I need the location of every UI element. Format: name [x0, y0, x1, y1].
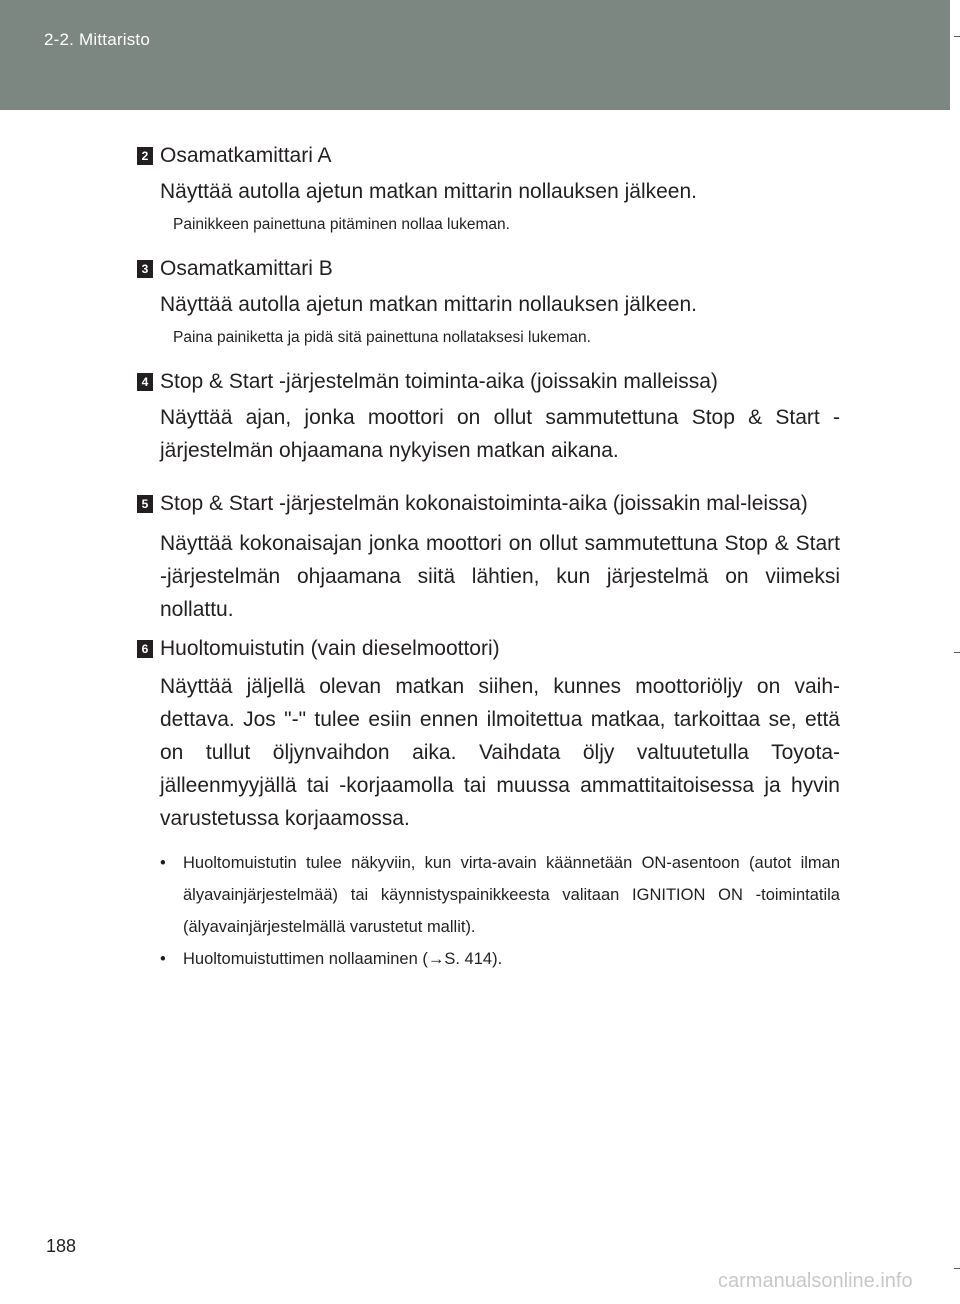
item-heading — [141, 365, 840, 399]
item-heading — [141, 139, 840, 173]
page-number: 188 — [46, 1236, 77, 1256]
list-item — [160, 847, 840, 943]
list-item — [160, 943, 840, 975]
number-badge: 5 — [137, 495, 153, 513]
item-description: Näyttää kokonaisajan jonka moottori on ollut sammutettuna Stop & Start -järjestelmän ohjaamana siitä lähtien, kun järjestelmä on viimeksi nollattu. — [160, 532, 840, 621]
bullet-icon: • — [160, 854, 166, 872]
item-title: Osamatkamittari A — [160, 144, 332, 167]
item-note: Paina painiketta ja pidä sitä painettuna nollataksesi lukeman. — [173, 329, 591, 346]
item-title: Huoltomuistutin (vain dieselmoottori) — [160, 637, 500, 660]
item-description: Näyttää ajan, jonka moottori on ollut sammutettuna Stop & Start -järjestelmän ohjaamana nykyisen matkan aikana. — [160, 406, 840, 462]
section-label: 2-2. Mittaristo — [44, 30, 150, 49]
item-description: Näyttää jäljellä olevan matkan siihen, kunnes moottoriöljy on vaih-dettava. Jos "-" tulee esiin ennen ilmoitettua matkaa, tarkoittaa se, että on tullut öljynvaihdon aika. Vaihdata öljy valtuutetulla Toyota-jälleenmyyjällä tai -korjaamolla tai muussa ammattitaitoisessa ja hyvin varustetussa korjaamossa. — [160, 675, 840, 830]
watermark: carmanualsonline.info — [718, 1270, 913, 1292]
number-badge: 3 — [137, 260, 153, 278]
item-heading — [141, 487, 840, 521]
list-item-text: Huoltomuistuttimen nollaaminen (→S. 414). — [183, 950, 503, 968]
content-area — [137, 139, 840, 975]
item-heading — [141, 632, 840, 666]
number-badge: 2 — [137, 147, 153, 165]
crop-mark — [954, 652, 960, 653]
item-stop-start-time — [137, 365, 840, 467]
number-badge: 6 — [137, 640, 153, 658]
crop-mark — [954, 36, 960, 37]
item-trip-meter-a — [137, 139, 840, 238]
item-note: Painikkeen painettuna pitäminen nollaa lukeman. — [173, 216, 510, 233]
item-heading — [141, 252, 840, 286]
item-trip-meter-b — [137, 252, 840, 351]
bullet-icon: • — [160, 950, 166, 968]
number-badge: 4 — [137, 373, 153, 391]
item-title: Stop & Start -järjestelmän kokonaistoiminta-aika (joissakin mal-leissa) — [160, 492, 808, 515]
item-service-reminder — [137, 632, 840, 975]
item-description: Näyttää autolla ajetun matkan mittarin nollauksen jälkeen. — [160, 293, 697, 316]
list-item-text: Huoltomuistutin tulee näkyviin, kun virta-avain käännetään ON-asentoon (autot ilman älyavainjärjestelmää) tai käynnistyspainikkeesta valitaan IGNITION ON -toimintatila (älyavainjärjestelmällä varustetut mallit). — [183, 854, 840, 936]
item-title: Osamatkamittari B — [160, 257, 333, 280]
item-description: Näyttää autolla ajetun matkan mittarin nollauksen jälkeen. — [160, 180, 697, 203]
item-stop-start-total-time — [137, 487, 840, 626]
crop-mark — [954, 1268, 960, 1269]
header-band — [0, 0, 950, 110]
note-list — [160, 847, 840, 975]
item-title: Stop & Start -järjestelmän toiminta-aika (joissakin malleissa) — [160, 370, 718, 393]
